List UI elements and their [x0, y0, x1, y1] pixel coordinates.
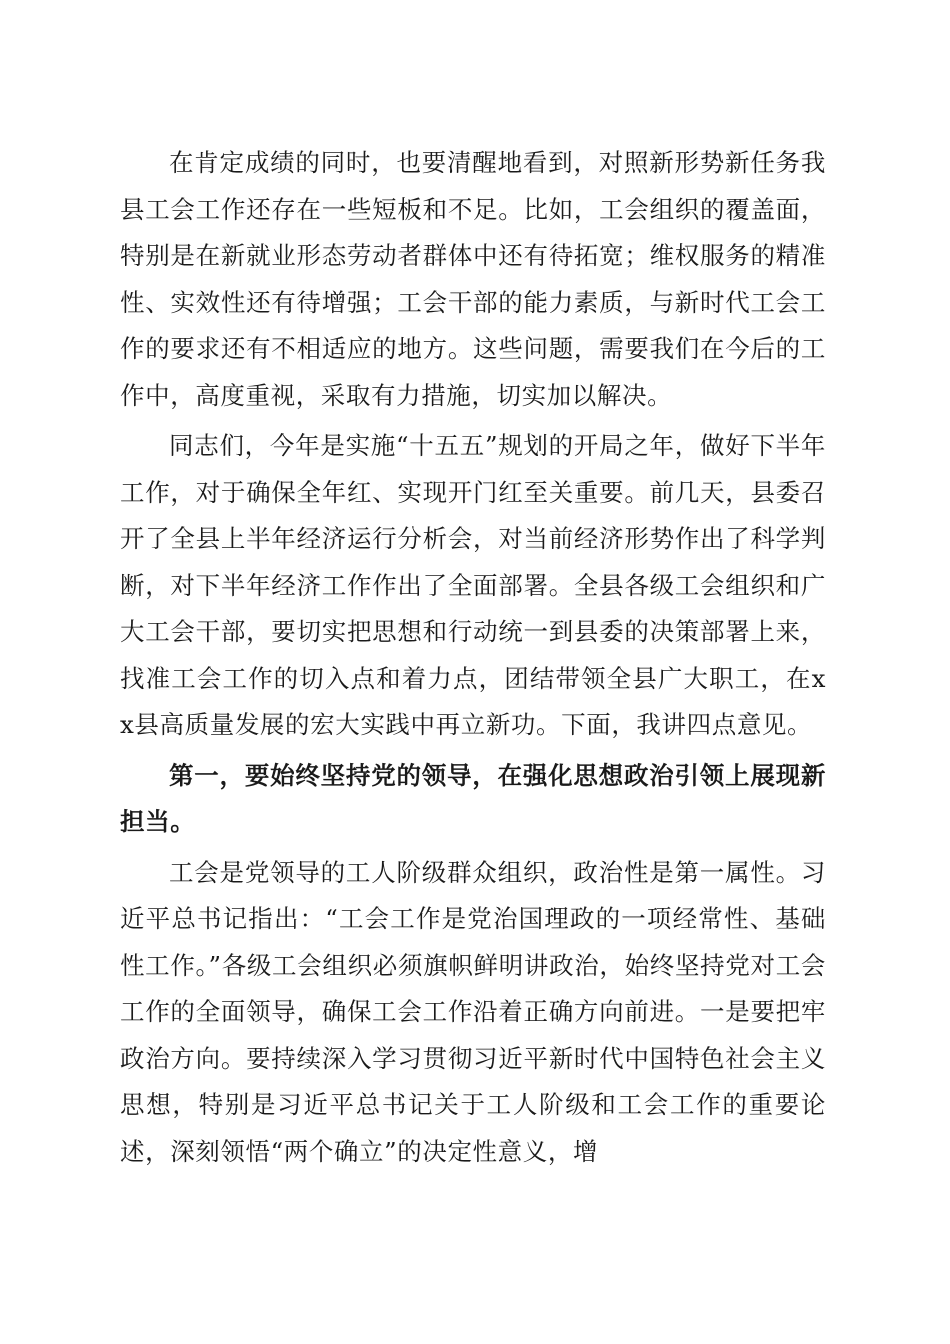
section-heading-first: 第一，要始终坚持党的领导，在强化思想政治引领上展现新担当。: [120, 760, 826, 836]
paragraph-shortcomings: 在肯定成绩的同时，也要清醒地看到，对照新形势新任务我县工会工作还存在一些短板和不足。比如，工会组织的覆盖面，特别是在新就业形态劳动者群体中还有待拓宽；维权服务的精准性、实效性还有待增强；工会干部的能力素质，与新时代工会工作的要求还有不相适应的地方。这些问题，需要我们在今后的工作中，高度重视，采取有力措施，切实加以解决。: [120, 148, 826, 410]
paragraph-party-leadership: 工会是党领导的工人阶级群众组织，政治性是第一属性。习近平总书记指出：“工会工作是党治国理政的一项经常性、基础性工作。”各级工会组织必须旗帜鲜明讲政治，始终坚持党对工会工作的全面领导，确保工会工作沿着正确方向前进。一是要把牢政治方向。要持续深入学习贯彻习近平新时代中国特色社会主义思想，特别是习近平总书记关于工人阶级和工会工作的重要论述，深刻领悟“两个确立”的决定性意义，增: [120, 857, 826, 1166]
paragraph-second-half-work: 同志们，今年是实施“十五五”规划的开局之年，做好下半年工作，对于确保全年红、实现开门红至关重要。前几天，县委召开了全县上半年经济运行分析会，对当前经济形势作出了科学判断，对下半年经济工作作出了全面部署。全县各级工会组织和广大工会干部，要切实把思想和行动统一到县委的决策部署上来，找准工会工作的切入点和着力点，团结带领全县广大职工，在xx县高质量发展的宏大实践中再立新功。下面，我讲四点意见。: [120, 431, 826, 739]
document-page: [120, 140, 826, 1175]
